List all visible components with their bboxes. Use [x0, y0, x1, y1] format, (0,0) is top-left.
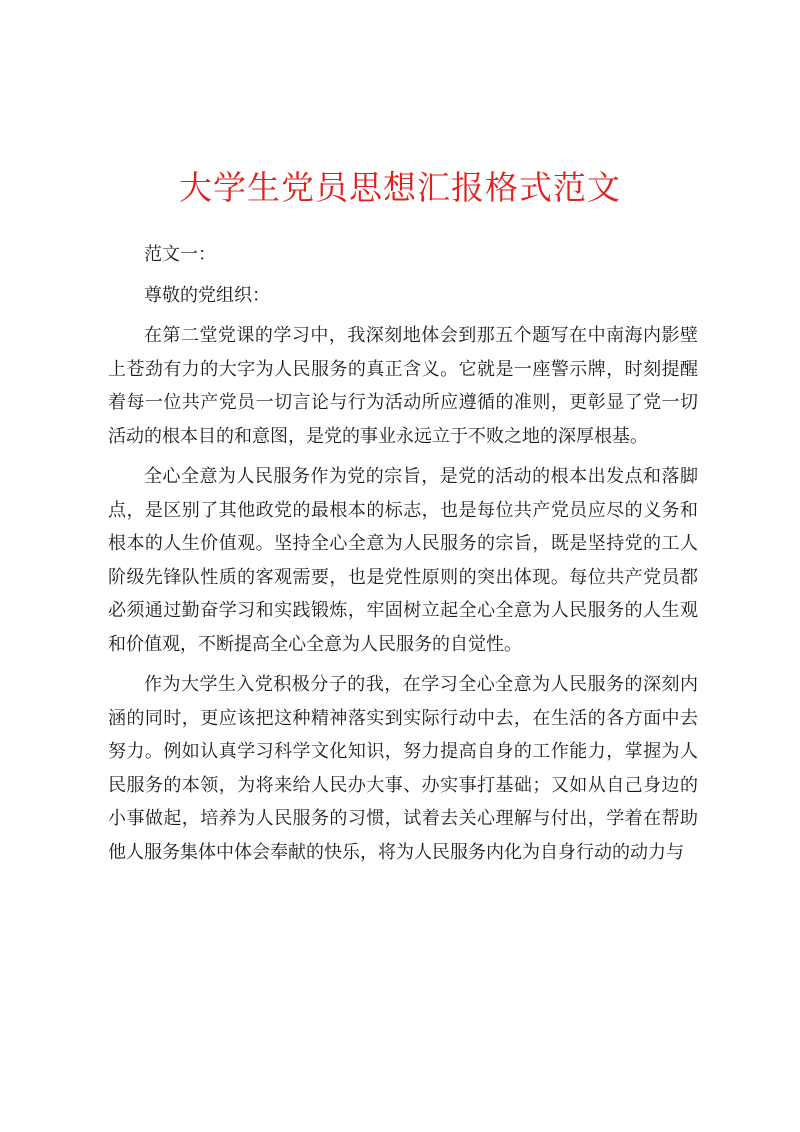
document-title: 大学生党员思想汇报格式范文 — [179, 168, 621, 207]
paragraph-1: 在第二堂党课的学习中，我深刻地体会到那五个题写在中南海内影壁上苍劲有力的大字为人民服务的真正含义。它就是一座警示牌，时刻提醒着每一位共产党员一切言论与行为活动所应遵循的准则，更彰显了党一切活动的根本目的和意图，是党的事业永远立于不败之地的深厚根基。 — [108, 325, 698, 447]
section-label: 范文一： — [144, 244, 216, 265]
paragraph-3: 作为大学生入党积极分子的我，在学习全心全意为人民服务的深刻内涵的同时，更应该把这种精神落实到实际行动中去，在生活的各方面中去努力。例如认真学习科学文化知识，努力提高自身的工作能力，掌握为人民服务的本领，为将来给人民办大事、办实事打基础；又如从自己身边的小事做起，培养为人民服务的习惯，试着去关心理解与付出，学着在帮助他人服务集体中体会奉献的快乐，将为人民服务内化为自身行动的动力与 — [108, 674, 698, 863]
salutation: 尊敬的党组织： — [144, 284, 270, 306]
document-body — [108, 238, 698, 876]
paragraph-2: 全心全意为人民服务作为党的宗旨，是党的活动的根本出发点和落脚点，是区别了其他政党的最根本的标志，也是每位共产党员应尽的义务和根本的人生价值观。坚持全心全意为人民服务的宗旨，既是坚持党的工人阶级先锋队性质的客观需要，也是党性原则的突出体现。每位共产党员都必须通过勤奋学习和实践锻炼，牢固树立起全心全意为人民服务的人生观和价值观，不断提高全心全意为人民服务的自觉性。 — [108, 466, 698, 655]
